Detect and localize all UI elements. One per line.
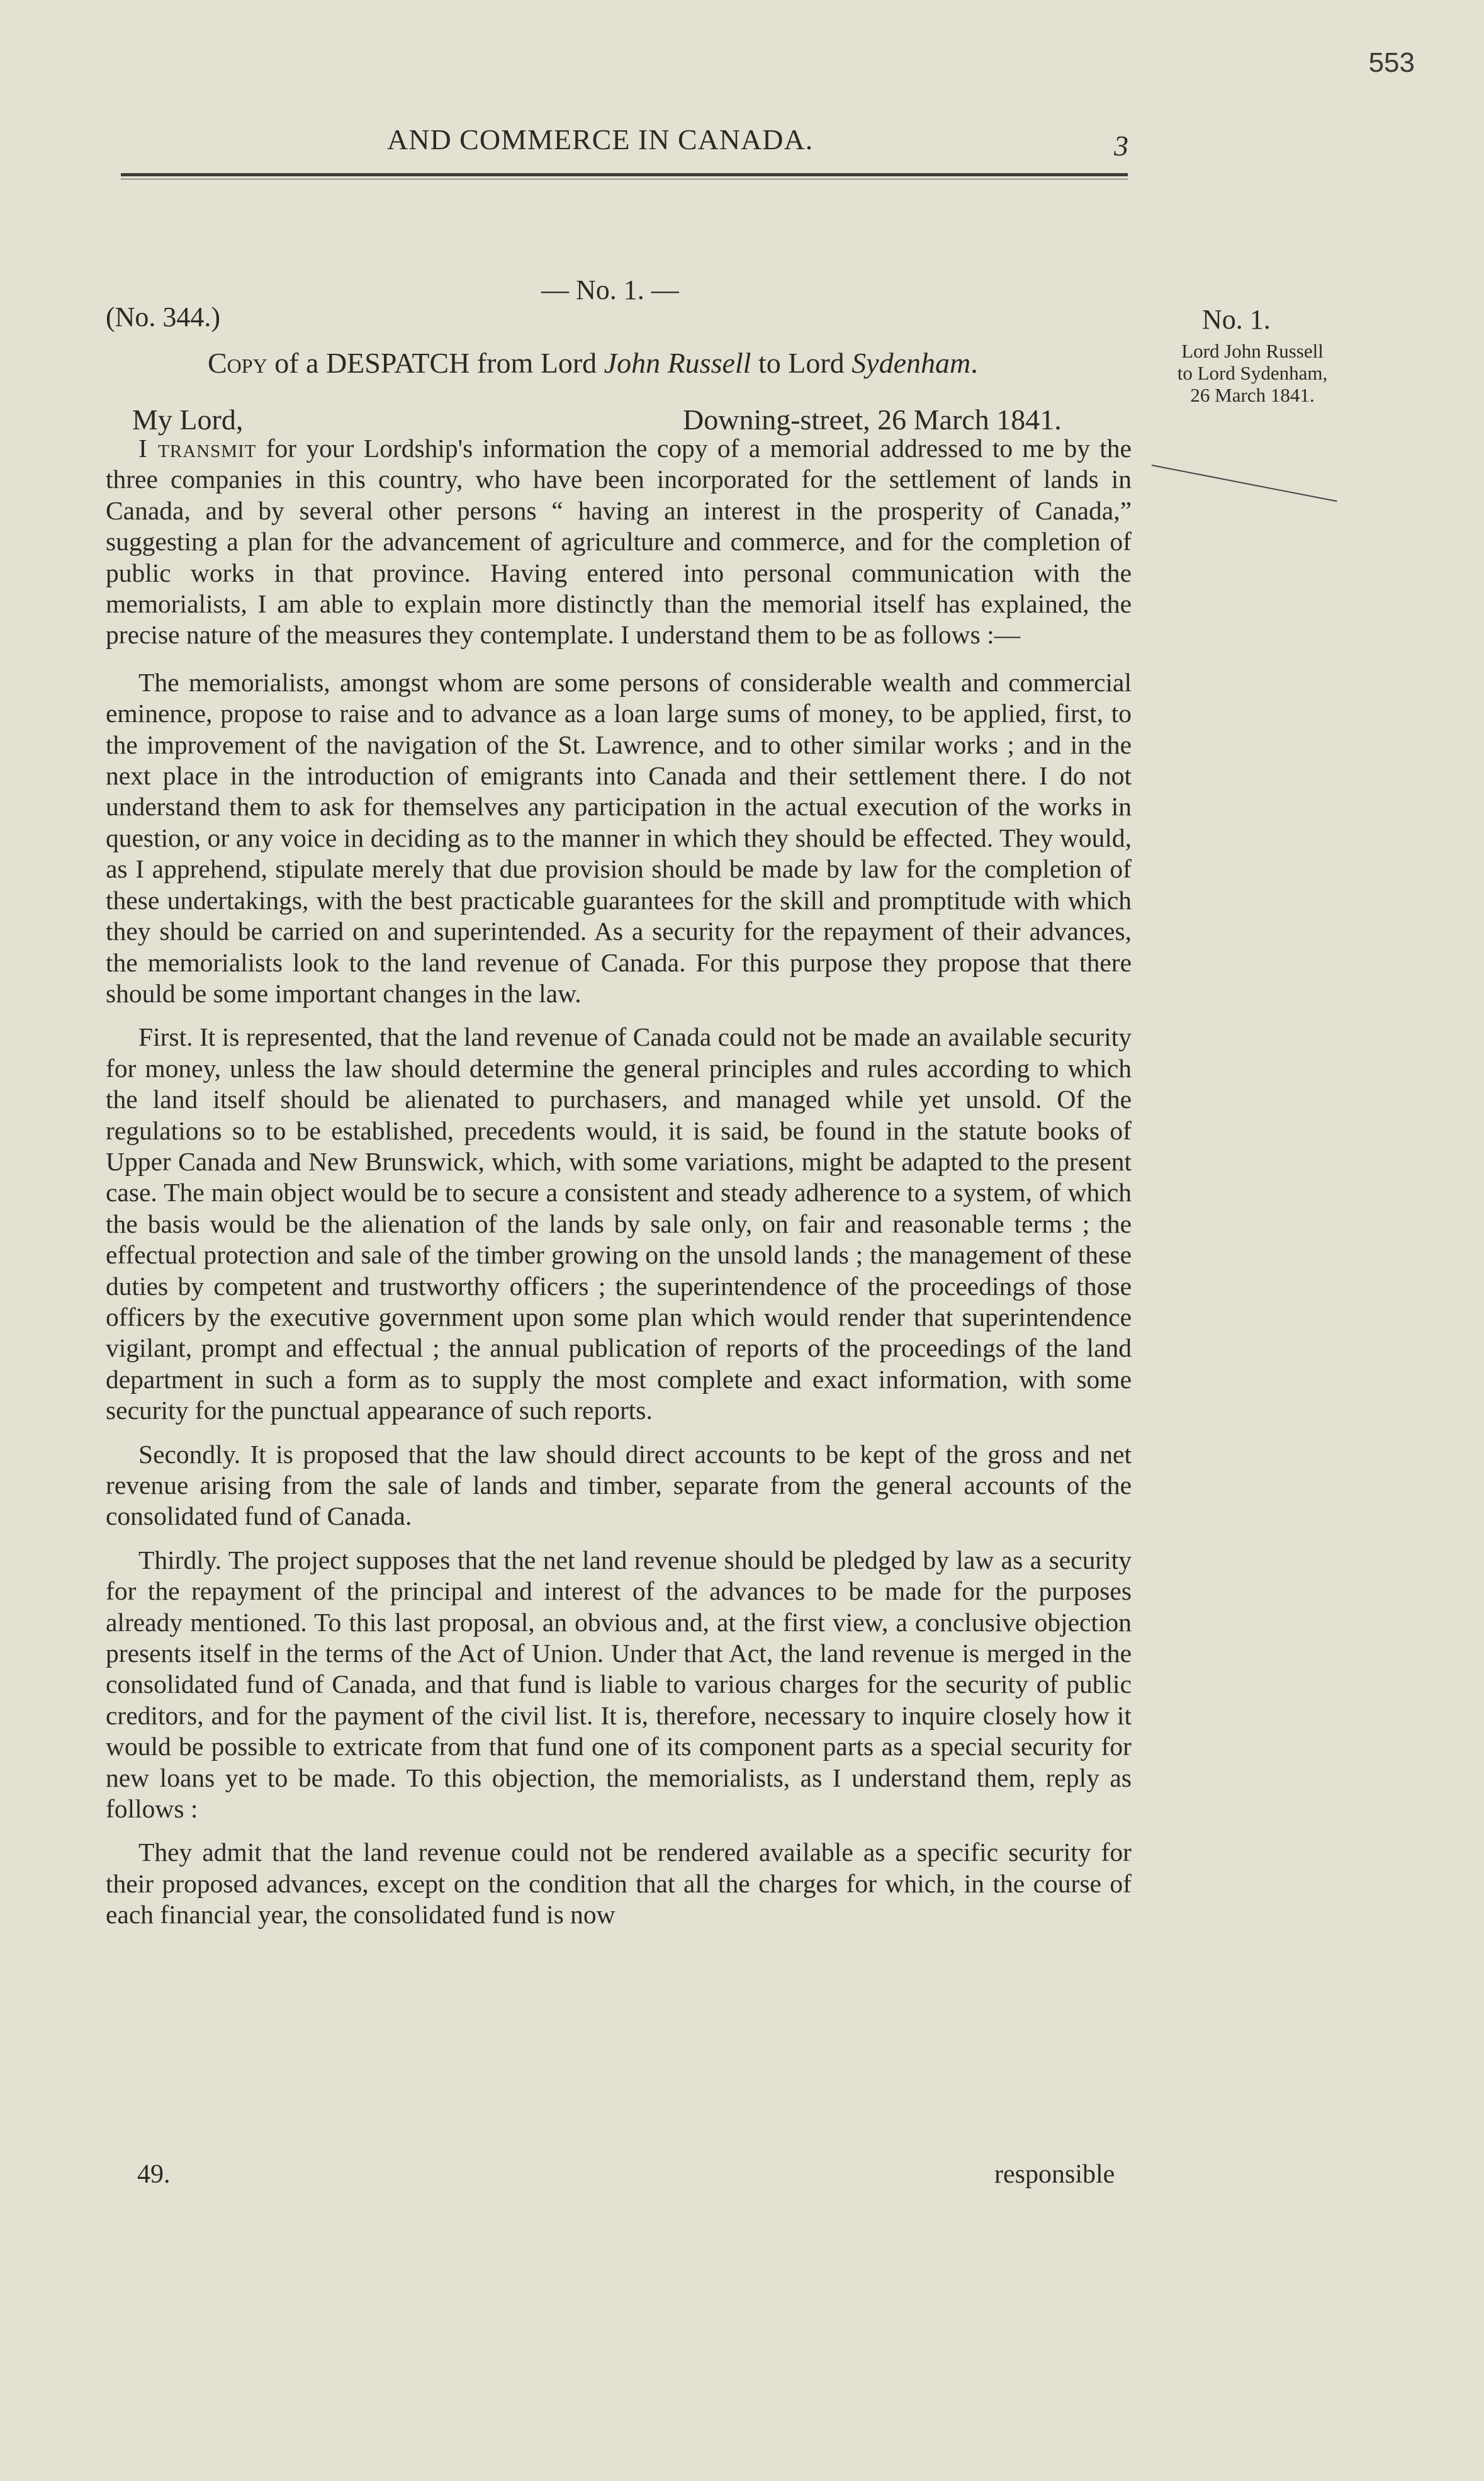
title-to: to Lord <box>751 347 852 379</box>
paragraph: Thirdly. The project supposes that the net land revenue should be pledged by law as a security for the repayment of the principal and interest of the advances to be made for the purposes already mentioned. To this last proposal, an obvious and, at the first view, a conclusive objection presents itself in the terms of the Act of Union. Under that Act, the land revenue is merged in the consolidated fund of Canada, and that fund is liable to various charges for the security of public creditors, and for the payment of the civil list. It is, therefore, necessary to inquire closely how it would be possible to extricate from that fund one of its component parts as a special security for new loans yet to be made. To this objection, the memorialists, as I understand them, reply as follows : <box>106 1545 1132 1824</box>
catchword: responsible <box>994 2160 1115 2189</box>
folio-number: 3 <box>1114 130 1128 162</box>
title-copy: Copy <box>208 347 267 379</box>
title-end: . <box>970 347 978 379</box>
signature-mark: 49. <box>137 2160 171 2189</box>
title-from-name: John Russell <box>604 347 751 379</box>
margin-note-line: 26 March 1841. <box>1190 384 1315 406</box>
document-number: — No. 1. — <box>541 274 679 305</box>
paragraph <box>106 433 1132 651</box>
title-to-name: Sydenham <box>852 347 971 379</box>
salutation: My Lord, <box>132 404 244 436</box>
page-number: 553 <box>1368 47 1415 78</box>
margin-note-line: to Lord Sydenham, <box>1177 362 1328 384</box>
dateline: Downing-street, 26 March 1841. <box>683 404 1062 436</box>
despatch-title <box>208 346 978 380</box>
paragraph: They admit that the land revenue could not be rendered available as a specific security for their proposed advances, except on the condition that all the charges for which, in the course of each financial year, the consolidated fund is now <box>106 1838 1132 1930</box>
reference-number: (No. 344.) <box>106 302 221 332</box>
margin-number: No. 1. <box>1202 304 1271 335</box>
paragraph: Secondly. It is proposed that the law should direct accounts to be kept of the gross and net revenue arising from the sale of lands and timber, separate from the general accounts of the consolidated fund of Canada. <box>106 1439 1132 1531</box>
paragraph-text: for your Lordship's information the copy of a memorial addressed to me by the three companies in this country, who have been incorporated for the settlement of lands in Canada, and by several other persons “ having an interest in the prosperity of Canada,” suggesting a plan for the advancement of agriculture and commerce, and for the completion of public works in that province. Having entered into personal communication with the memorialists, I am able to explain more distinctly than the memorial itself has explained, the precise nature of the measures they contemplate. I understand them to be as follows :— <box>106 434 1132 650</box>
paragraph: First. It is represented, that the land revenue of Canada could not be made an available security for money, unless the law should determine the general principles and rules according to which the land itself should be alienated to purchasers, and managed while yet unsold. Of the regulations so to be established, precedents would, it is said, be found in the statute books of Upper Canada and New Brunswick, which, with some variations, might be adapted to the present case. The main object would be to secure a consistent and steady adherence to a system, of which the basis would be the alienation of the lands by sale only, on fair and reasonable terms ; the effectual protection and sale of the timber growing on the unsold lands ; the management of these duties by competent and trustworthy officers ; the superintendence of the proceedings of those officers by the executive government upon some plan which would render that superintendence vigilant, prompt and effectual ; the annual publication of reports of the proceedings of the land department in such a form as to supply the most complete and exact information, with some security for the punctual appearance of such reports. <box>106 1022 1132 1425</box>
margin-note-line: Lord John Russell <box>1181 340 1324 362</box>
despatch-body <box>106 433 1132 1943</box>
margin-note <box>1149 340 1356 406</box>
running-head: AND COMMERCE IN CANADA. <box>387 123 814 155</box>
paragraph: The memorialists, amongst whom are some persons of considerable wealth and commercial eminence, propose to raise and to advance as a loan large sums of money, to be applied, first, to the improvement of the navigation of the St. Lawrence, and to other similar works ; and in the next place in the introduction of emigrants into Canada and their settlement there. I do not understand them to ask for themselves any participation in the actual execution of the works in question, or any voice in deciding as to the manner in which they should be effected. They would, as I apprehend, stipulate merely that due provision should be made by law for the completion of these undertakings, with the best practicable guarantees for the skill and promptitude with which they should be carried on and superintended. As a security for the repayment of their advances, the memorialists look to the land revenue of Canada. For this purpose they propose that there should be some important changes in the law. <box>106 667 1132 1008</box>
header-rule <box>121 173 1128 176</box>
title-part: of a DESPATCH from Lord <box>267 347 604 379</box>
opening-words: I transmit <box>138 434 257 463</box>
margin-rule <box>1152 465 1337 502</box>
